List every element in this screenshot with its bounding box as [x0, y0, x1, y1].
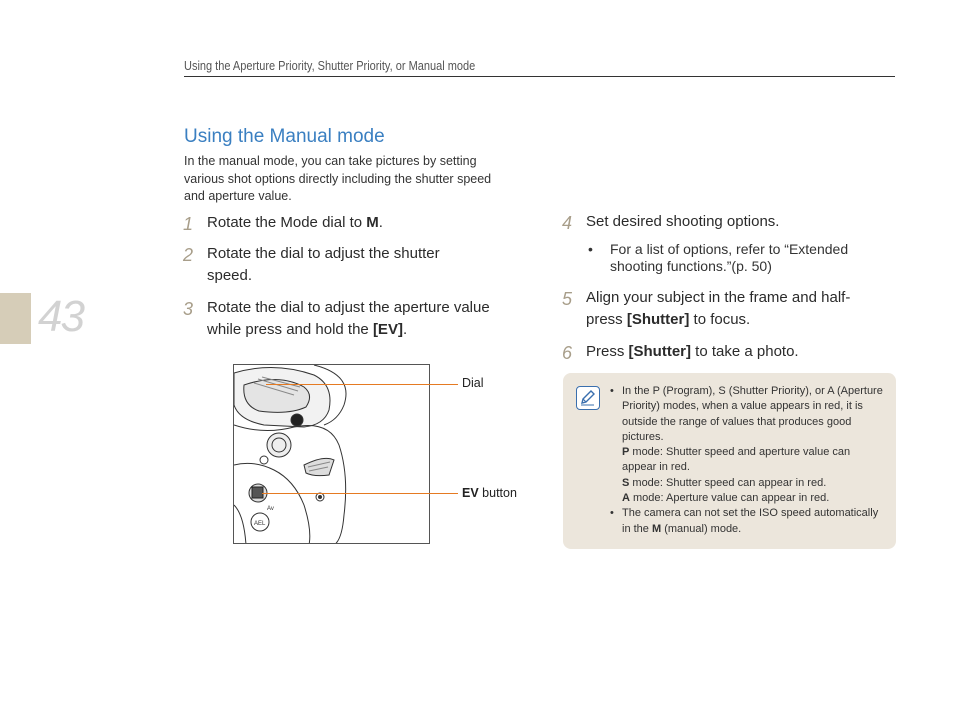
camera-illustration — [233, 364, 430, 544]
step-4 — [562, 211, 892, 235]
step-text: Rotate the dial to adjust the aperture value while press and hold the [EV]. — [207, 299, 490, 338]
step-text: Press [Shutter] to take a photo. — [586, 343, 799, 360]
step-number: 4 — [562, 213, 573, 233]
av-label: Av — [267, 506, 274, 512]
page-tab — [0, 293, 31, 344]
note-box — [563, 373, 896, 549]
page-number: 43 — [38, 292, 83, 341]
note-item-iso: • The camera can not set the ISO speed automatically in the M (manual) mode. — [610, 507, 879, 535]
step-text: Rotate the dial to adjust the shutter speed. — [207, 245, 440, 284]
note-item-red-values: • In the P (Program), S (Shutter Priority), or A (Aperture Priority) modes, when a value appears in red, it is outside the range of values that produces good pictures. P mode: Shutter speed and aperture value can appear in red. S mode: Shutter speed can appear in red. A mode: Aperture value can appear in red. — [610, 385, 883, 505]
intro-paragraph — [184, 153, 524, 206]
bullet-text: For a list of options, refer to “Extended shooting functions.”(p. 50) — [610, 241, 849, 274]
step-number: 1 — [183, 214, 194, 234]
intro-line: and aperture value. — [184, 189, 292, 203]
step-number: 2 — [183, 245, 194, 265]
note-pencil-icon — [576, 386, 600, 410]
note-list — [608, 384, 888, 537]
step-number: 5 — [562, 289, 573, 309]
running-header — [184, 59, 895, 77]
step-3 — [183, 297, 528, 345]
running-header-text: Using the Aperture Priority, Shutter Priority, or Manual mode — [184, 59, 476, 73]
step-2 — [183, 243, 523, 291]
dial-callout-line — [266, 384, 458, 385]
intro-line: In the manual mode, you can take pictures by setting — [184, 154, 477, 168]
step-text: Align your subject in the frame and half- press [Shutter] to focus. — [586, 289, 851, 328]
camera-drawing — [234, 365, 430, 544]
ev-button-label: EV button — [462, 486, 517, 500]
dial-label: Dial — [462, 376, 484, 390]
step-number: 3 — [183, 299, 194, 319]
section-title: Using the Manual mode — [184, 126, 385, 147]
step-5 — [562, 287, 892, 335]
bullet-dot: • — [588, 241, 593, 257]
ev-callout-line — [262, 493, 458, 494]
step-number: 6 — [562, 343, 573, 363]
step-text: Rotate the Mode dial to M. — [207, 214, 383, 231]
ael-label: AEL — [254, 521, 266, 527]
intro-line: various shot options directly including the shutter speed — [184, 171, 492, 186]
step-1 — [183, 212, 523, 236]
step-6 — [562, 341, 892, 365]
step-text: Set desired shooting options. — [586, 213, 780, 230]
